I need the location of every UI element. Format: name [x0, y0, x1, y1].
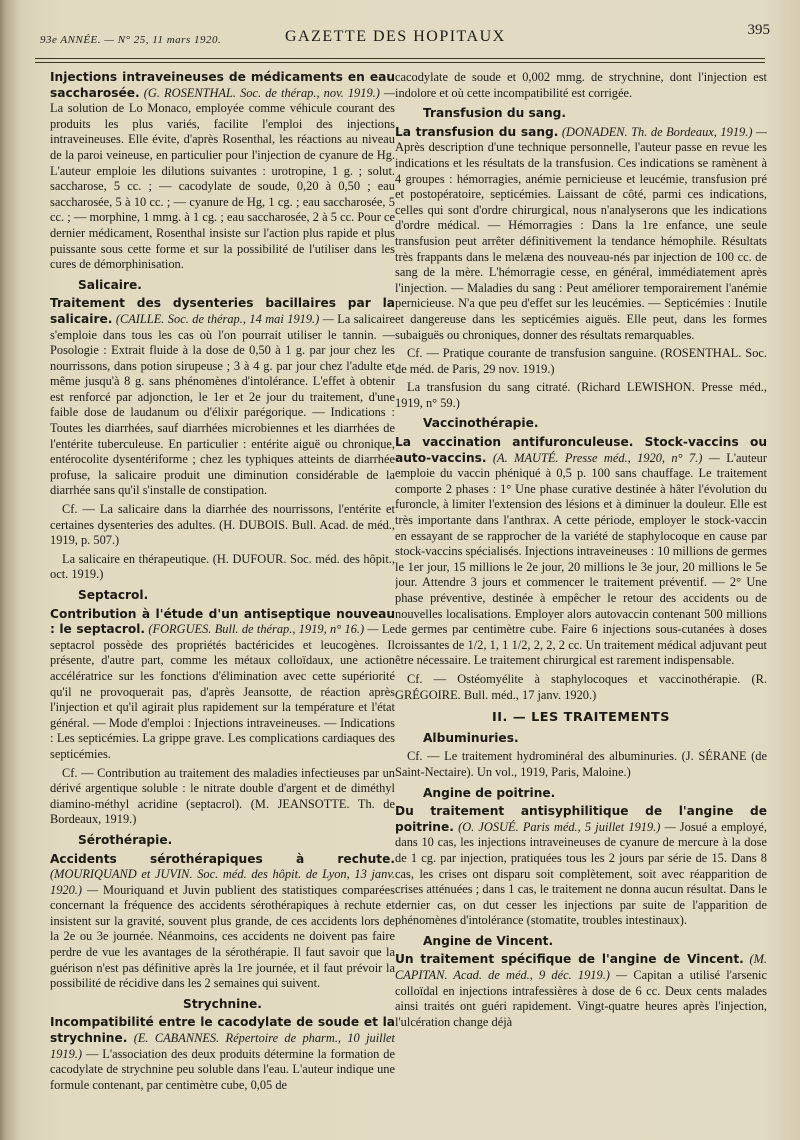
section-heading: Salicaire.: [78, 277, 142, 292]
article-reference: (A. MAUTÉ. Presse méd., 1920, n° 7.) —: [492, 450, 720, 465]
cross-reference: Cf. — Contribution au traitement des maladies infectieuses par un dérivé argentique soluble : le nitrate double d'argent et de diméthyl diamino-méthyl acridine (septacrol). (M. JEANSOTTE. Th. de Bordeaux, 1919.): [50, 765, 395, 827]
article-body: Capitan a utilisé l'arsenic colloïdal en injections intrafessières à dose de 6 cc. Deux cents malades ainsi traités ont guéri rapidement. Vingt-quatre heures après l'injection, l'ulcération change déjà: [395, 968, 767, 1029]
issue-info: 93e ANNÉE. — N° 25, 11 mars 1920.: [40, 34, 222, 46]
journal-title: GAZETTE DES HOPITAUX: [285, 28, 506, 45]
article-lead: Contribution à l'étude d'un antiseptique nouveau : le septacrol.: [50, 606, 395, 637]
article-body: — L'association des deux produits détermine la formation de cacodylate de strychnine peu soluble dans l'eau. L'auteur indique une formule contenant, par centimètre cube, 0,05 de: [50, 1046, 395, 1092]
page-number: 395: [747, 22, 770, 38]
article-lead: Injections intraveineuses de médicaments en eau saccharosée.: [50, 70, 395, 100]
article-reference: (DONADEN. Th. de Bordeaux, 1919.) —: [561, 124, 767, 139]
article-reference: (MOURIQUAND et JUVIN. Soc. méd. des hôpit. de Lyon, 13 janv. 1920.) —: [50, 867, 395, 897]
section-heading: Septacrol.: [78, 588, 149, 602]
article-serotherapie: [50, 852, 395, 992]
article-strychnine: [50, 1015, 395, 1093]
cross-reference: La transfusion du sang citraté. (Richard LEWISHON. Presse méd., 1919, n° 59.): [395, 380, 767, 410]
article-body: L'auteur emploie du vaccin phéniqué à 0,5 p. 100 sans chauffage. Le traitement comporte 2 phases : 1° Une phase curative destinée à hâter l'évolution du furoncle, à limiter l'extension des lésions et à diminuer la douleur. Elle est très importante dans l'anthrax. A cette période, employer le stock-vaccin en essayant de se rapprocher de la variété de staphylocoque en cause par stock-vaccins spécialisés. Injections intraveineuses : 10 millions de germes le 1er jour, 15 millions le 2e jour, 20 millions le 3e jour, 20 millions le 5e jour. Attendre 3 jours et commencer le traitement préventif. — 2° Une phase préventive, destinée à empêcher le retour des accidents ou de nouvelles localisations. Employer alors autovaccin contenant 500 millions de germes par centimètre cube. Faire 6 injections sous-cutanées à doses croissantes de 1/2, 1, 1 1/2, 2, 2, 2 cc. Un traitement médical adjuvant peut être nécessaire. Le traitement chirurgical est rarement indispensable.: [395, 450, 767, 668]
article-body: La salicaire s'emploie dans tous les cas où l'on pourrait utiliser le tannin. — Posologie : Extrait fluide à la dose de 0,50 à 1 g. par jour chez les nourrissons, dans potion sirupeuse ; 3 à 4 g. par jour chez l'adulte et même jusqu'à 8 g. sans phénomènes d'intolérance. L'effet à obtenir est renforcé par adjonction, le 1er et 2e jour du traitement, d'une faible dose de laudanum ou d'élixir parégorique. — Indications : Toutes les diarrhées, sauf diarrhées microbiennes et les diarrhées de l'entérite tuberculeuse. En particulier : entérite aiguë ou chronique, entérocolite dysentériforme ; chez les typhiques atteints de diarrhée profuse, la salicaire produit une diminution considérable de la diarrhée sans qu'il s'installe de constipation.: [50, 311, 395, 498]
article-reference: (M. CAPITAN. Acad. de méd., 9 déc. 1919.) —: [395, 952, 767, 983]
article-salicaire: [50, 296, 395, 499]
article-lead: Traitement des dysenteries bacillaires par la salicaire.: [50, 296, 395, 326]
article-body: Le septacrol possède des propriétés bactéricides et leucogènes. Il présente, d'autre part, comme les métaux colloïdaux, une action accélératrice sur les fonctions d'élimination avec cette supériorité qu'il ne provoquerait pas, d'après Jeansotte, de réaction après l'injection et qu'il agirait plus rapidement sur la température et l'état général. — Mode d'emploi : Injections intraveineuses. — Indications : Les septicémies. La grippe grave. Les complications cardiaques des septicémies.: [50, 622, 395, 761]
article-reference: (O. JOSUÉ. Paris méd., 5 juillet 1919.) —: [458, 819, 676, 834]
article-reference: (E. CABANNES. Répertoire de pharm., 10 juillet 1919.): [50, 1031, 395, 1061]
section-heading: Angine de poitrine.: [423, 785, 556, 800]
section-heading: Angine de Vincent.: [423, 933, 554, 948]
article-body: Après description d'une technique personnelle, l'auteur passe en revue les indications et les résultats de la transfusion. Ces indications se ramènent à 4 groupes : hémorragies, anémie pernicieuse et leucémie, transfusion pré et postopératoire, septicémies. Laissant de côté, parmi ces indications, celles qui sont d'ordre chirurgical, nous n'analyserons que les indications d'ordre médical. — Hémorragies : Dans la 1re enfance, une seule transfusion peut arrêter définitivement la tendance hémophile. Résultats très frappants dans le melæna des nouveau-nés par injection de 100 cc. de sang de la mère. L'hémorragie cesse, en général, immédiatement après l'injection. — Maladies du sang : Peut améliorer temporairement l'anémie pernicieuse. N'a que peu d'effet sur les leucémies. — Septicémies : Inutile et dangereuse dans les septicémies aiguës. Elle peut, dans les formes subaiguës ou chroniques, donner des résultats remarquables.: [395, 140, 767, 342]
article-lead: Un traitement spécifique de l'angine de Vincent.: [395, 952, 744, 967]
section-heading: Albuminuries.: [423, 730, 519, 745]
article-lead: Accidents sérothérapiques à rechute.: [50, 851, 395, 866]
cross-reference: Cf. — Ostéomyélite à staphylocoques et vaccinothérapie. (R. GRÉGOIRE. Bull. méd., 17 janv. 1920.): [395, 671, 767, 702]
article-injections: [50, 70, 395, 273]
article-lead: Incompatibilité entre le cacodylate de soude et la strychnine.: [50, 1015, 395, 1046]
article-lead: La vaccination antifuronculeuse. Stock-vaccins ou auto-vaccins.: [395, 435, 767, 465]
article-body: Josué a employé, dans 10 cas, les injections intraveineuses de cyanure de mercure à la dose de 1 cg. par injection, pratiquées tous les 2 jours par série de 15. Dans 8 cas, les crises ont disparu soit complètement, soit avec réapparition de crises atténuées ; dans 1 cas, le traitement ne donna aucun résultat. Dans le dernier cas, on dut cesser les injections par suite de l'apparition de phénomènes d'intolérance (stomatite, troubles intestinaux).: [395, 819, 767, 928]
header-rule: [35, 58, 765, 59]
left-column: [50, 70, 395, 1130]
article-angine-vincent: [395, 952, 767, 1030]
part-heading: II. — LES TRAITEMENTS: [491, 710, 670, 726]
section-heading: Transfusion du sang.: [423, 106, 566, 121]
page-header: [40, 22, 770, 54]
cross-reference: Cf. — Pratique courante de transfusion sanguine. (ROSENTHAL. Soc. de méd. de Paris, 29 nov. 1919.): [395, 346, 767, 376]
article-continuation: cacodylate de soude et 0,002 mmg. de strychnine, dont l'injection est indolore et où cette incompatibilité est corrigée.: [395, 70, 767, 100]
section-heading: Strychnine.: [183, 996, 262, 1011]
section-heading: Sérothérapie.: [78, 832, 173, 847]
article-reference: (G. ROSENTHAL. Soc. de thérap., nov. 1919.) —: [143, 85, 395, 100]
article-septacrol: [50, 607, 395, 763]
article-transfusion: [395, 125, 767, 343]
article-reference: (CAILLE. Soc. de thérap., 14 mai 1919.) —: [115, 311, 334, 326]
section-heading: Vaccinothérapie.: [423, 416, 539, 431]
article-reference: (FORGUES. Bull. de thérap., 1919, n° 16.) —: [148, 622, 379, 637]
header-rule-double: [35, 62, 765, 63]
cross-reference: La salicaire en thérapeutique. (H. DUFOUR. Soc. méd. des hôpit., oct. 1919.): [50, 551, 395, 582]
article-vaccination: [395, 435, 767, 669]
article-body: Mouriquand et Juvin publient des statistiques comparées concernant la fréquence des accidents sérothérapiques à rechute et insistent sur la gravité, souvent plus grande, de ces accidents lors de la 2e ou 3e journée. Néanmoins, ces accidents ne doivent pas faire perdre de vue les avantages de la sérothérapie. Il faut savoir que la guérison n'est pas définitive après la 1re journée, et il faut prévoir la possibilité de récidive dans les 2 semaines qui suivent.: [50, 882, 395, 991]
article-angine-poitrine: [395, 804, 767, 929]
article-lead: Du traitement antisyphilitique de l'angine de poitrine.: [395, 804, 767, 834]
cross-reference: Cf. — La salicaire dans la diarrhée des nourrissons, l'entérite et certaines dysenteries des adultes. (H. DUBOIS. Bull. Acad. de méd., 1919, p. 507.): [50, 502, 395, 548]
cross-reference: Cf. — Le traitement hydrominéral des albuminuries. (J. SÉRANE (de Saint-Nectaire). Un vol., 1919, Paris, Maloine.): [395, 749, 767, 779]
article-lead: La transfusion du sang.: [395, 124, 559, 139]
right-column: [395, 70, 767, 1130]
article-body: La solution de Lo Monaco, employée comme véhicule courant des produits les plus variés, facilite l'emploi des injections intraveineuses. Elle évite, d'après Rosenthal, les réactions au niveau de la paroi veineuse, en particulier pour l'injection de cyanure de Hg. L'auteur emploie les dilutions suivantes : urotropine, 1 g. ; solut. saccharose, 5 cc. ; — cacodylate de soude, 0,20 à 0,50 ; eau saccharosée, 5 à 10 cc. ; — cyanure de Hg, 1 cg. ; eau saccharosée, 5 cc. ; — morphine, 1 mmg. à 1 cg. ; eau saccharosée, 2 à 5 cc. Pour ce dernier médicament, Rosenthal insiste sur l'action plus rapide et plus puissante sous cette forme et sur la possibilité de l'utiliser dans les cures de démorphinisation.: [50, 101, 395, 272]
